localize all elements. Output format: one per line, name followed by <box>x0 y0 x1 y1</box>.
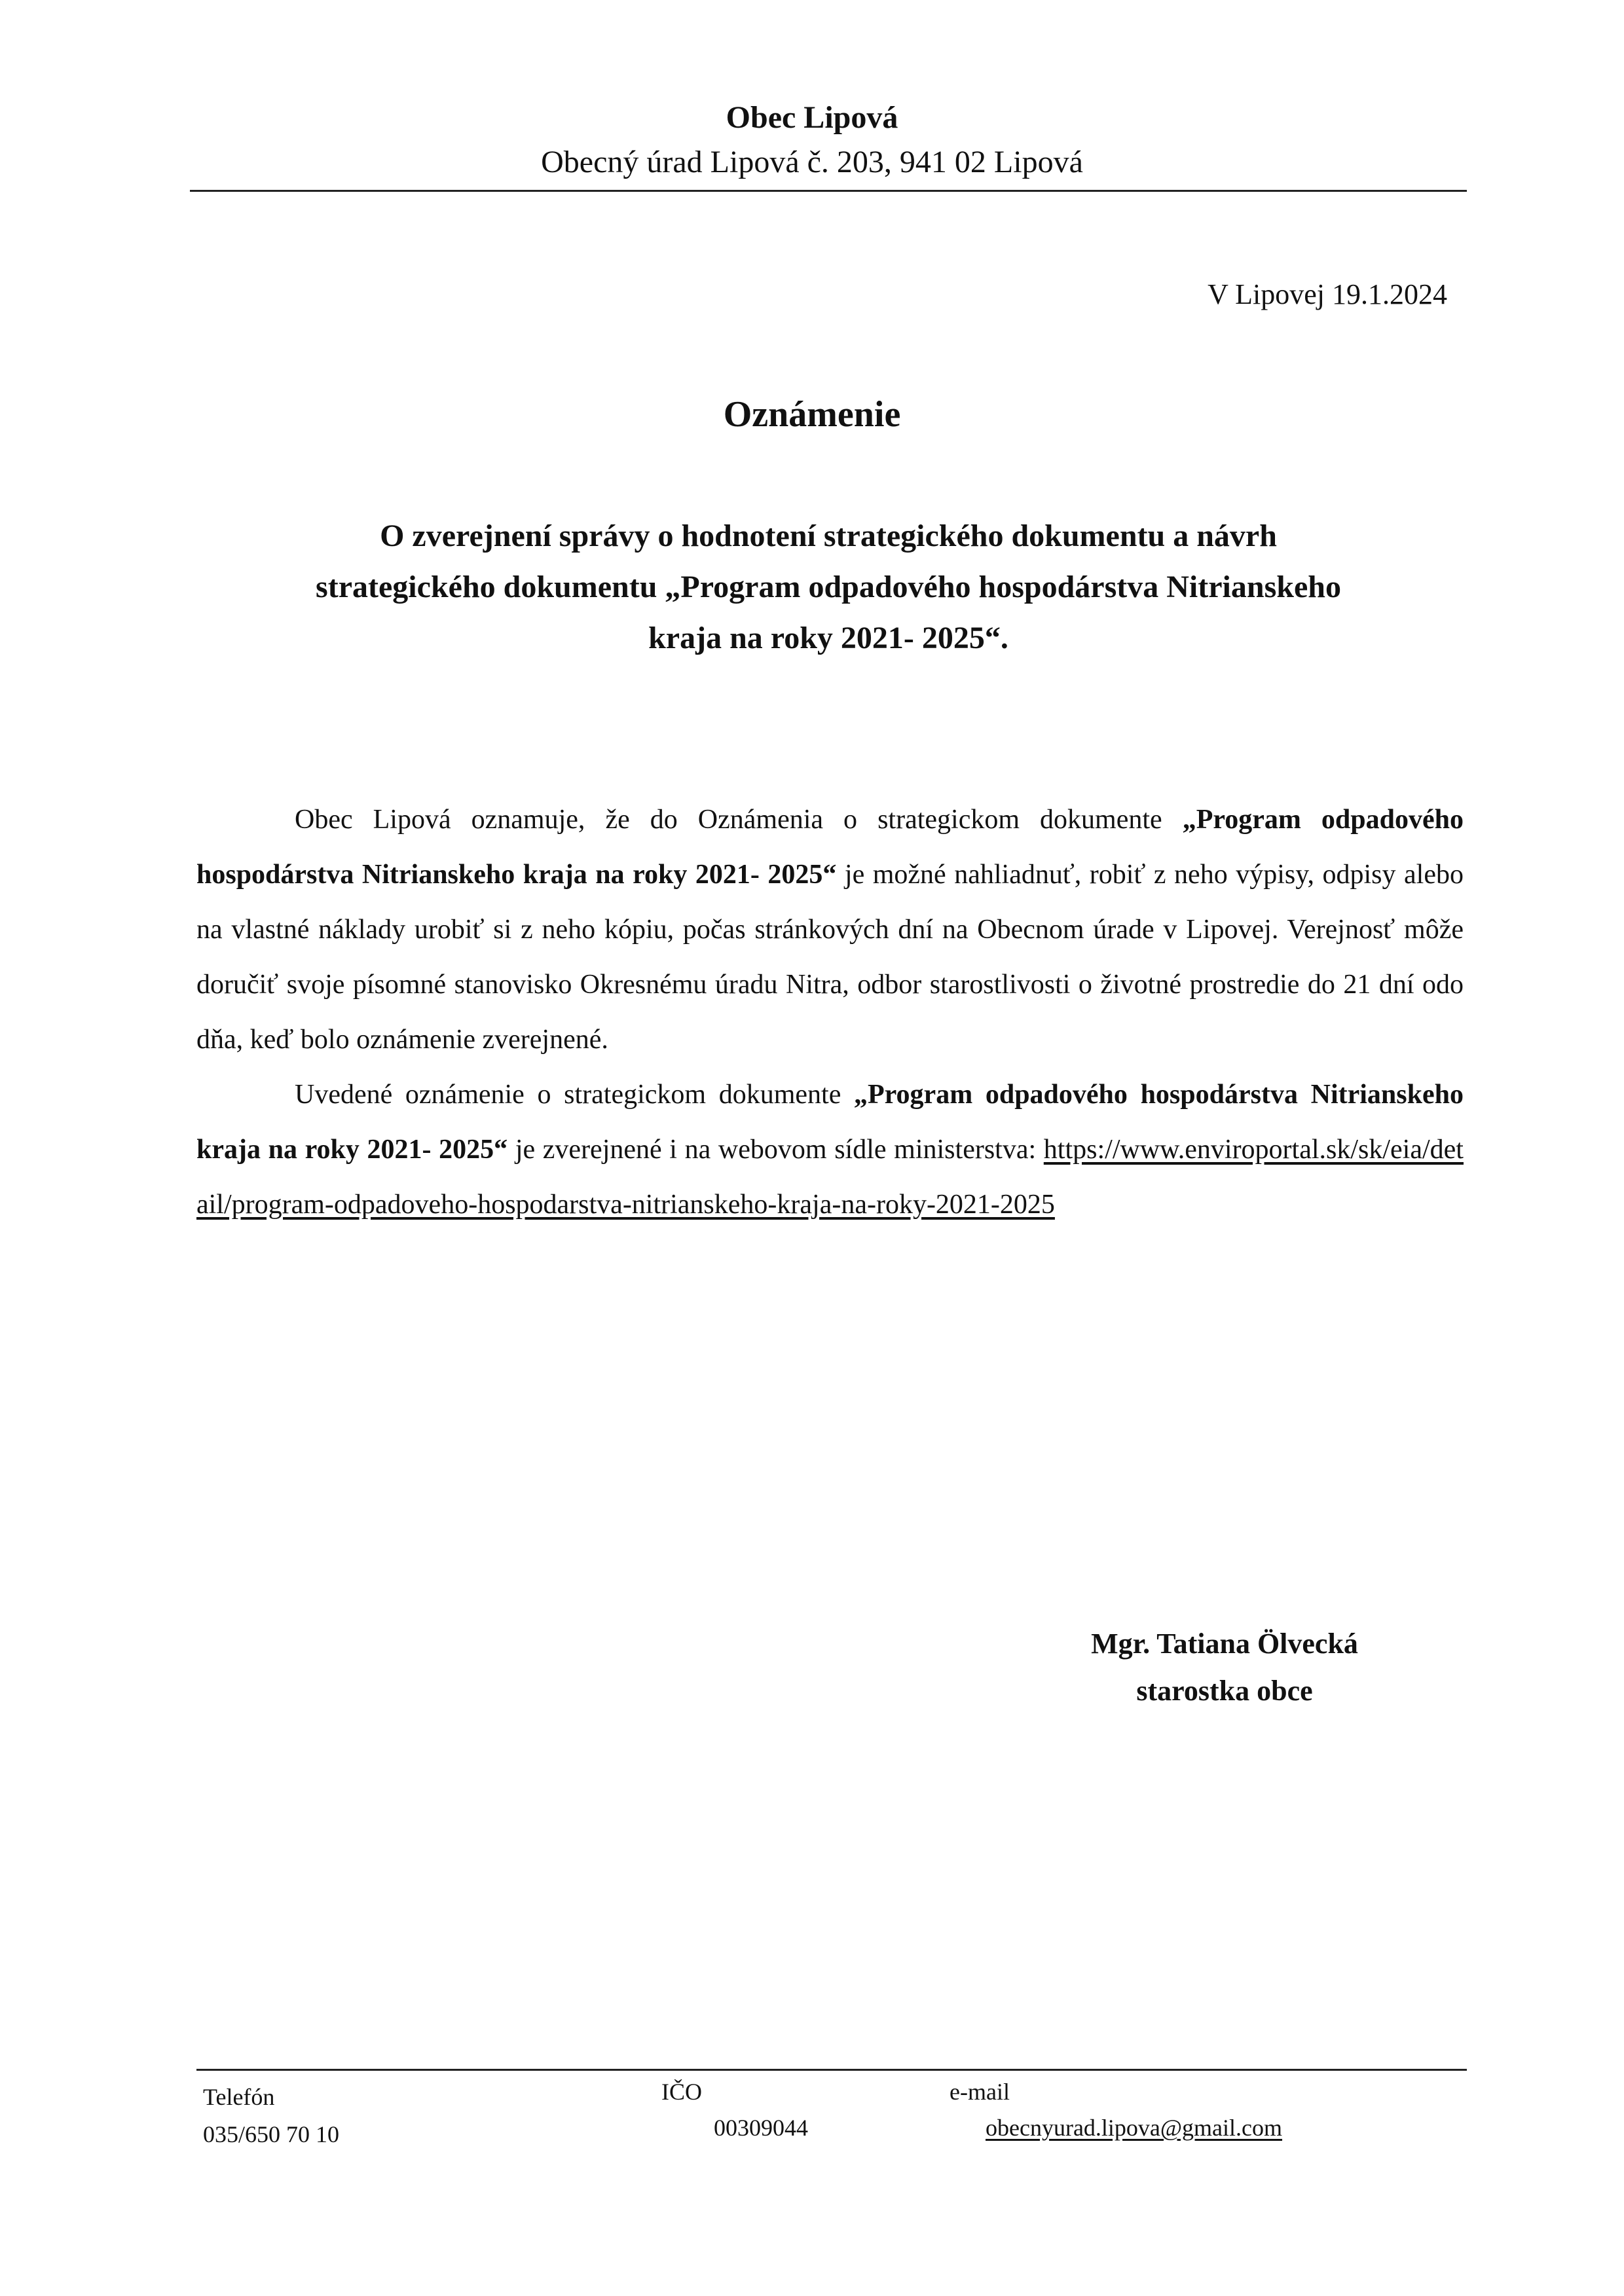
header-divider <box>190 190 1467 192</box>
signature-block <box>1022 1620 1428 1715</box>
footer-email-label: e-mail <box>950 2079 1010 2105</box>
subject-line-3: kraja na roky 2021- 2025“. <box>648 621 1008 655</box>
p1-program-name: „Program odpadového hospodárstva Nitrianskeho kraja na roky 2021- 2025“ <box>196 805 1464 890</box>
document-subject <box>190 511 1467 664</box>
signatory-role: starostka obce <box>1136 1675 1313 1707</box>
footer-phone-value: 035/650 70 10 <box>203 2121 340 2147</box>
footer-ico-label: IČO <box>661 2079 702 2105</box>
p1-text-end: je možné nahliadnuť, robiť z neho výpisy, odpisy alebo na vlastné náklady urobiť si z neho kópiu, počas stránkových dní na Obecnom úrade v Lipovej. Verejnosť môže doručiť svoje písomné stanovisko Okresnému úradu Nitra, odbor starostlivosti o životné prostredie do 21 dní odo dňa, keď bolo oznámenie zverejnené. <box>196 860 1464 1055</box>
p1-text-start: Obec Lipová oznamuje, že do Oznámenia o strategickom dokumente <box>295 805 1183 835</box>
subject-line-2: strategického dokumentu „Program odpadového hospodárstva Nitrianskeho <box>316 570 1341 604</box>
footer-divider <box>196 2069 1467 2071</box>
subject-line-1: O zverejnení správy o hodnotení strategického dokumentu a návrh <box>380 519 1277 553</box>
body-paragraph-2 <box>196 1067 1464 1232</box>
body-paragraph-1 <box>196 792 1464 1067</box>
signatory-name: Mgr. Tatiana Ölvecká <box>1091 1628 1358 1660</box>
document-date: V Lipovej 19.1.2024 <box>1208 278 1447 310</box>
footer-email-link[interactable]: obecnyurad.lipova@gmail.com <box>986 2115 1283 2141</box>
document-title: Oznámenie <box>723 394 901 435</box>
enviroportal-link[interactable]: https://www.enviroportal.sk/sk/eia/detail/program-odpadoveho-hospodarstva-nitrianskeho-kraja-na-roky-2021-2025 <box>196 1135 1464 1220</box>
document-body <box>196 792 1464 1232</box>
org-name: Obec Lipová <box>726 100 898 135</box>
footer-phone-label: Telefón <box>203 2084 275 2110</box>
p2-program-name: „Program odpadového hospodárstva Nitrianskeho kraja na roky 2021- 2025“ <box>196 1080 1464 1165</box>
org-address: Obecný úrad Lipová č. 203, 941 02 Lipová <box>541 145 1083 179</box>
p2-text-end: je zverejnené i na webovom sídle ministerstva: <box>507 1135 1044 1165</box>
p2-text-start: Uvedené oznámenie o strategickom dokumente <box>295 1080 855 1110</box>
footer-ico-value: 00309044 <box>714 2115 808 2141</box>
